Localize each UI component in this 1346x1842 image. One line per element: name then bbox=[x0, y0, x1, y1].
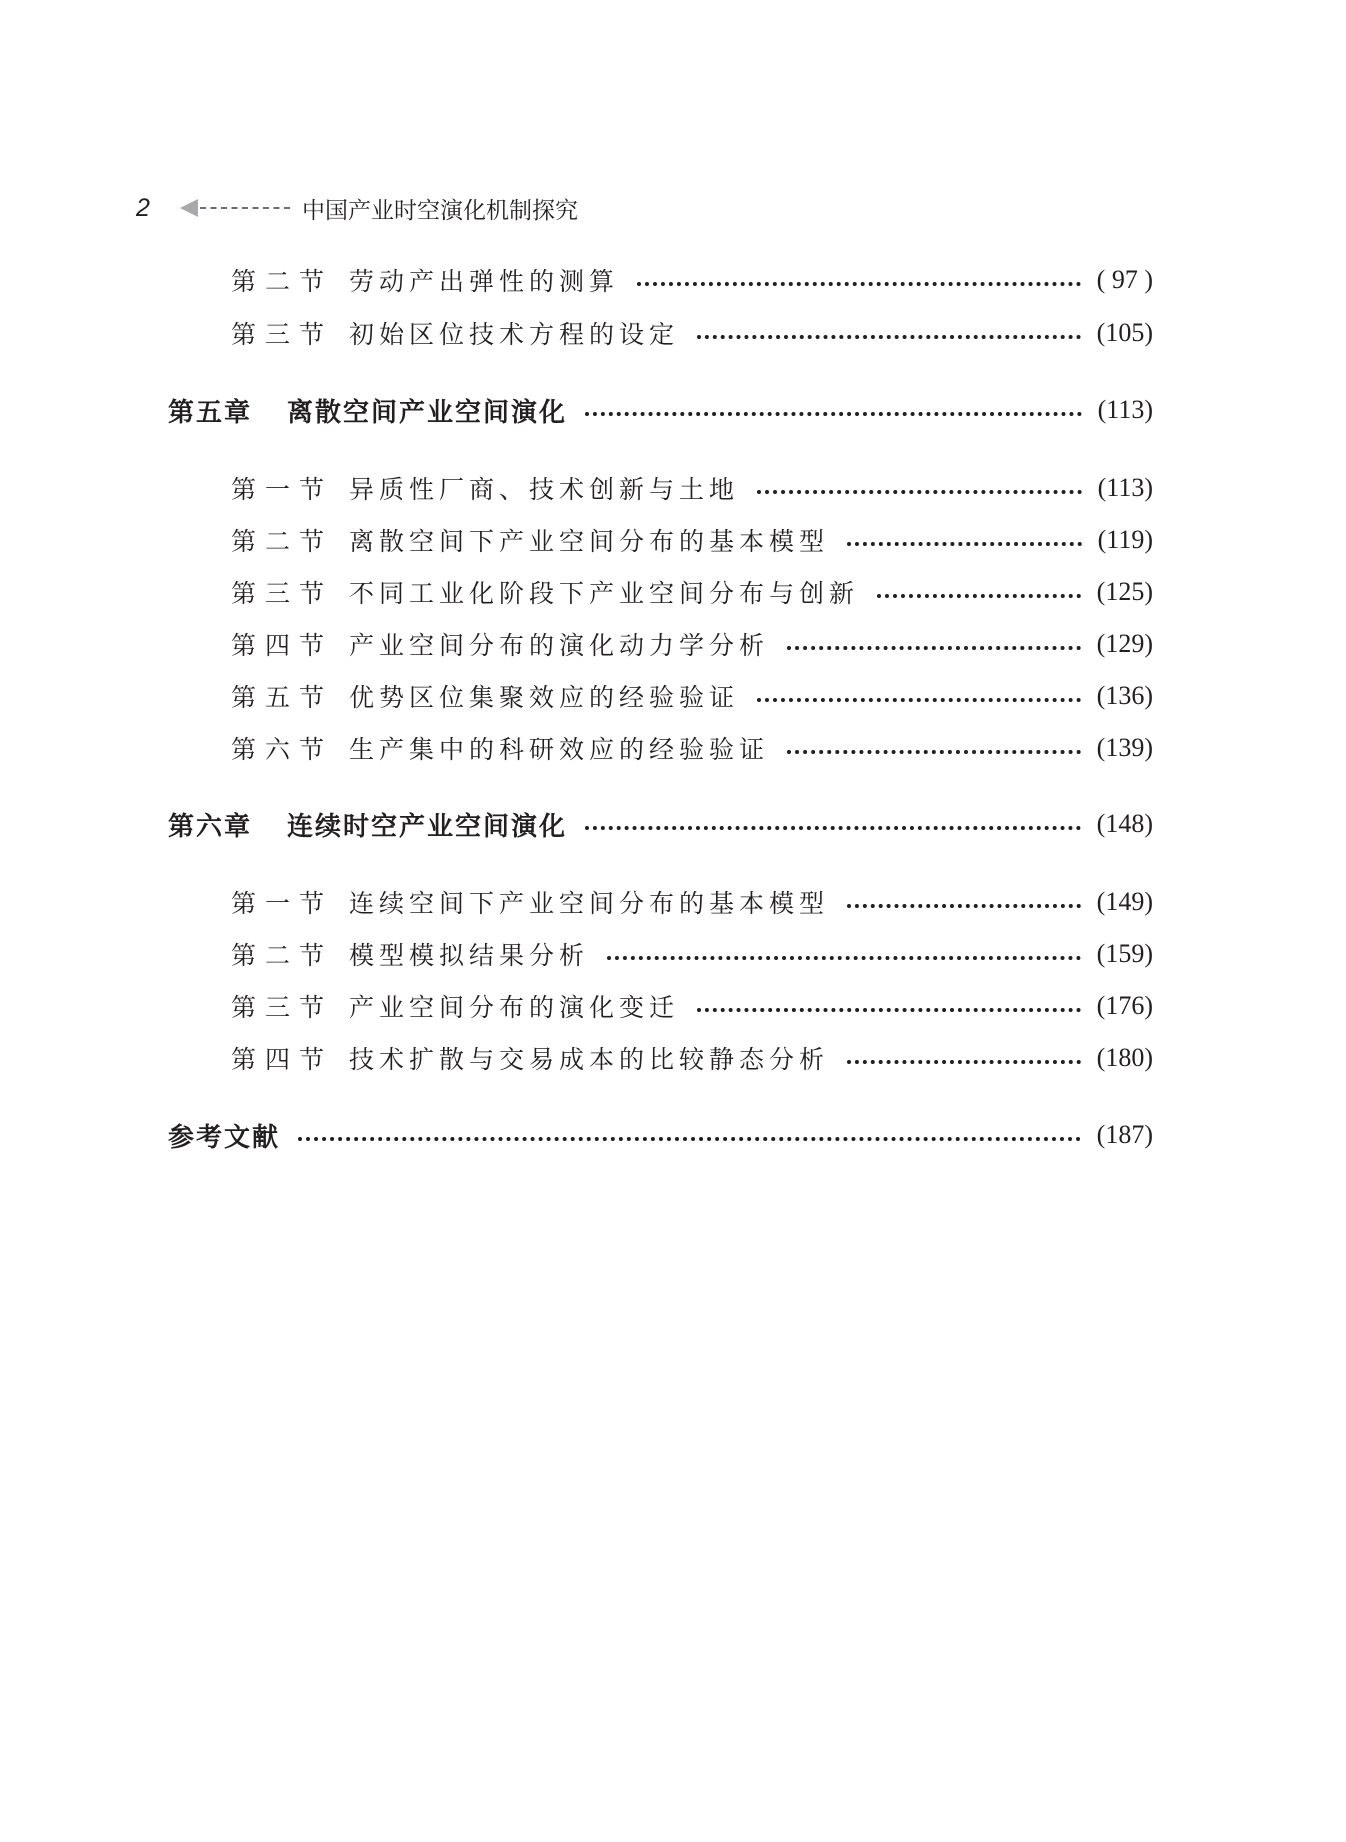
toc-section-row[interactable] bbox=[231, 260, 1153, 300]
toc-section-row[interactable] bbox=[231, 624, 1153, 664]
section-title: 产业空间分布的演化变迁 bbox=[349, 993, 680, 1022]
dot-leader bbox=[585, 412, 1082, 416]
section-title: 初始区位技术方程的设定 bbox=[349, 320, 680, 349]
dot-leader bbox=[697, 1008, 1081, 1012]
section-title: 技术扩散与交易成本的比较静态分析 bbox=[349, 1045, 830, 1074]
section-number: 第一节 bbox=[231, 475, 334, 504]
dot-leader bbox=[757, 490, 1082, 494]
chapter-number: 第五章 bbox=[168, 397, 253, 428]
page-ref: (119) bbox=[1097, 525, 1153, 554]
section-title: 优势区位集聚效应的经验验证 bbox=[349, 683, 740, 712]
dot-leader bbox=[637, 282, 1081, 286]
section-number: 第三节 bbox=[231, 579, 334, 608]
toc-chapter-row[interactable] bbox=[168, 390, 1153, 430]
toc-section-row[interactable] bbox=[231, 1038, 1153, 1078]
dot-leader bbox=[787, 750, 1081, 754]
dot-leader bbox=[787, 646, 1081, 650]
page-ref: (148) bbox=[1096, 809, 1153, 838]
page-ref: (113) bbox=[1097, 473, 1153, 502]
toc-section-row[interactable] bbox=[231, 572, 1153, 612]
dot-leader bbox=[847, 904, 1081, 908]
section-number: 第三节 bbox=[231, 993, 334, 1022]
toc-section-row[interactable] bbox=[231, 313, 1153, 353]
section-number: 第二节 bbox=[231, 941, 334, 970]
section-number: 第一节 bbox=[231, 889, 334, 918]
dot-leader bbox=[298, 1137, 1081, 1141]
toc-section-row[interactable] bbox=[231, 468, 1153, 508]
page-ref: (125) bbox=[1096, 577, 1153, 606]
toc-section-row[interactable] bbox=[231, 676, 1153, 716]
section-number: 第二节 bbox=[231, 267, 334, 296]
section-number: 第四节 bbox=[231, 631, 334, 660]
section-title: 劳动产出弹性的测算 bbox=[349, 267, 620, 296]
references-title: 参考文献 bbox=[168, 1122, 281, 1153]
dot-leader bbox=[847, 1060, 1081, 1064]
dot-leader bbox=[847, 542, 1082, 546]
page-ref: (187) bbox=[1096, 1120, 1153, 1149]
dot-leader bbox=[585, 826, 1081, 830]
dot-leader bbox=[757, 698, 1081, 702]
toc-references-row[interactable] bbox=[168, 1115, 1153, 1155]
section-number: 第三节 bbox=[231, 320, 334, 349]
section-number: 第六节 bbox=[231, 735, 334, 764]
dashed-divider bbox=[200, 207, 290, 209]
triangle-left-icon bbox=[180, 199, 198, 217]
dot-leader bbox=[877, 594, 1081, 598]
page-ref: ( 97 ) bbox=[1096, 265, 1153, 294]
section-number: 第二节 bbox=[231, 527, 334, 556]
section-title: 模型模拟结果分析 bbox=[349, 941, 590, 970]
chapter-title: 离散空间产业空间演化 bbox=[287, 397, 568, 428]
page-ref: (113) bbox=[1097, 395, 1153, 424]
chapter-number: 第六章 bbox=[168, 811, 253, 842]
page-ref: (149) bbox=[1096, 887, 1153, 916]
page-ref: (176) bbox=[1096, 991, 1153, 1020]
chapter-title: 连续时空产业空间演化 bbox=[287, 811, 568, 842]
toc-section-row[interactable] bbox=[231, 520, 1153, 560]
running-header bbox=[136, 191, 578, 225]
section-number: 第五节 bbox=[231, 683, 334, 712]
toc-section-row[interactable] bbox=[231, 728, 1153, 768]
page-ref: (129) bbox=[1096, 629, 1153, 658]
section-title: 不同工业化阶段下产业空间分布与创新 bbox=[349, 579, 860, 608]
page-ref: (139) bbox=[1096, 733, 1153, 762]
page-ref: (105) bbox=[1096, 318, 1153, 347]
page-ref: (180) bbox=[1096, 1043, 1153, 1072]
page-ref: (136) bbox=[1096, 681, 1153, 710]
toc-section-row[interactable] bbox=[231, 934, 1153, 974]
dot-leader bbox=[607, 956, 1081, 960]
dot-leader bbox=[697, 335, 1081, 339]
section-title: 离散空间下产业空间分布的基本模型 bbox=[349, 527, 830, 556]
toc-section-row[interactable] bbox=[231, 986, 1153, 1026]
toc-chapter-row[interactable] bbox=[168, 804, 1153, 844]
section-title: 生产集中的科研效应的经验验证 bbox=[349, 735, 770, 764]
section-title: 产业空间分布的演化动力学分析 bbox=[349, 631, 770, 660]
page-number: 2 bbox=[136, 193, 150, 222]
toc-section-row[interactable] bbox=[231, 882, 1153, 922]
book-title: 中国产业时空演化机制探究 bbox=[302, 197, 578, 224]
section-number: 第四节 bbox=[231, 1045, 334, 1074]
section-title: 异质性厂商、技术创新与土地 bbox=[349, 475, 740, 504]
page-ref: (159) bbox=[1096, 939, 1153, 968]
section-title: 连续空间下产业空间分布的基本模型 bbox=[349, 889, 830, 918]
